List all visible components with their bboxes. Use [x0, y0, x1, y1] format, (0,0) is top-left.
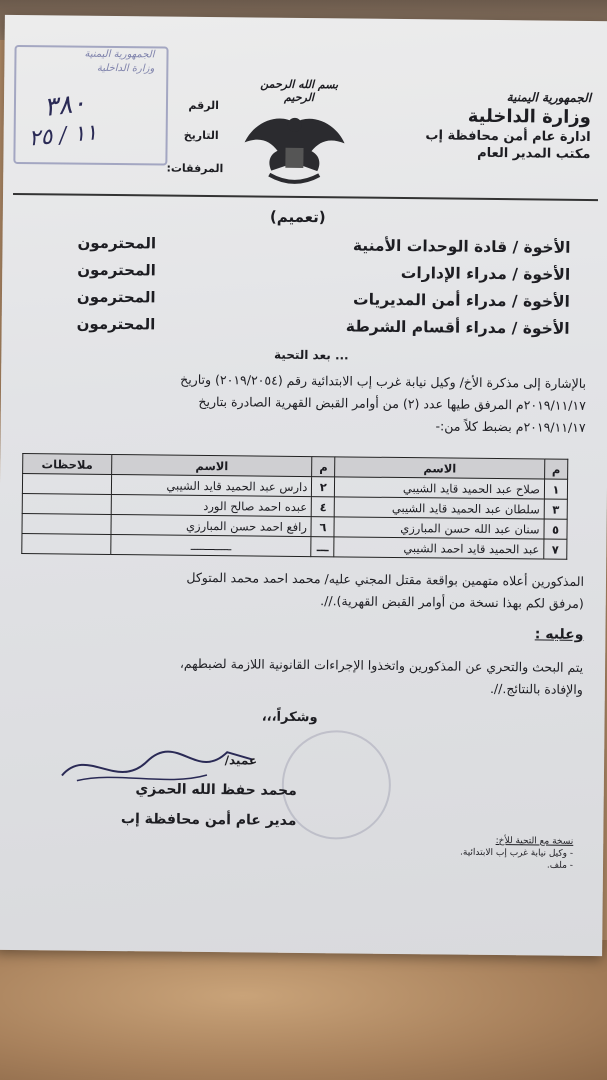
cell-name: عبد الحميد قايد احمد الشيبي [334, 537, 544, 559]
signatory-name: محمد حفظ الله الحمزي [135, 781, 297, 799]
cell-num: ٦ [311, 517, 334, 537]
document-page [0, 15, 607, 956]
basmala: بسم الله الرحمن الرحيم [260, 77, 339, 105]
signatory-title: مدير عام أمن محافظة إب [120, 811, 297, 829]
cell-name: عبده احمد صالح الورد [111, 494, 312, 516]
attachments-label: المرفقات: [166, 161, 224, 176]
respect-label: المحترمون [77, 260, 156, 280]
republic-name: الجمهورية اليمنية [506, 90, 592, 105]
eagle-emblem-icon [239, 102, 350, 193]
cell-name: رافع احمد حسن المبارزي [111, 514, 312, 536]
respect-label: المحترمون [77, 233, 157, 253]
signatory-rank: عميد/ [224, 753, 258, 768]
addressee-name: الأخوة / مدراء أقسام الشرطة [345, 317, 570, 338]
body-line: بالإشارة إلى مذكرة الأخ/ وكيل نيابة غرب إب الابتدائية رقم (٢٠١٩/٢٠٥٤) وتاريخ [180, 371, 587, 391]
accusation-line: المذكورين أعلاه متهمين بواقعة مقتل المجني عليه/ محمد احمد محمد المتوكل [186, 569, 585, 589]
column-header-num: م [545, 459, 568, 479]
stamp-line-1: الجمهورية اليمنية [84, 48, 155, 61]
addressee-name: الأخوة / مدراء الإدارات [400, 264, 571, 284]
stamp-line-2: وزارة الداخلية [96, 62, 155, 75]
document-title: (تعميم) [269, 207, 326, 227]
column-header-num: م [312, 457, 335, 477]
body-line: ٢٠١٩/١١/١٧م بضبط كلاً من:- [435, 418, 586, 435]
copy-item: - ملف. [546, 860, 574, 871]
date-label: التاريخ [183, 128, 219, 143]
handwritten-date: ١١ / ٢٥ [27, 120, 99, 152]
cell-name: دارس عبد الحميد قايد الشيبي [111, 474, 312, 496]
cell-num: ١ [544, 479, 567, 499]
official-round-stamp [281, 730, 391, 840]
addressee-name: الأخوة / مدراء أمن المديريات [352, 290, 571, 311]
cell-num: ٧ [544, 539, 567, 559]
instruction-paragraph [23, 651, 583, 701]
cell-num: ٥ [544, 519, 567, 539]
cell-num: ٢ [312, 477, 335, 497]
thanks-text: وشكراً،،، [261, 709, 318, 726]
number-label: الرقم [188, 98, 220, 113]
cell-num: ٤ [312, 497, 335, 517]
instruction-line: والإفادة بالنتائج.//. [489, 680, 583, 697]
letterhead-right [390, 89, 591, 162]
cell-notes [22, 514, 111, 535]
cell-name: سلطان عبد الحميد قايد الشيبي [335, 497, 545, 519]
department-name: ادارة عام أمن محافظة إب [425, 128, 591, 145]
addressee-name: الأخوة / قادة الوحدات الأمنية [352, 236, 571, 257]
cell-notes [22, 474, 111, 495]
greeting: بعد التحية ... [273, 347, 349, 363]
table-row [22, 534, 567, 560]
office-name: مكتب المدير العام [477, 145, 591, 162]
therefore-heading: وعليه : [534, 626, 584, 643]
body-line: ٢٠١٩/١١/١٧م المرفق طيها عدد (٢) من أوامر القبض القهرية الصادرة بتاريخ [198, 393, 586, 413]
ministry-name: وزارة الداخلية [467, 105, 591, 128]
copies-block [413, 834, 573, 872]
addressee-row [21, 314, 591, 347]
stamp-lines [24, 47, 154, 76]
cell-notes [22, 494, 111, 515]
addressee-list [21, 233, 592, 347]
column-header-name: الاسم [335, 457, 545, 479]
instruction-line: يتم البحث والتحري عن المذكورين واتخذوا الإجراءات القانونية اللازمة لضبطهم، [179, 655, 584, 675]
photo-background-bottom [0, 940, 607, 1080]
copy-item: - وكيل نيابة غرب إب الابتدائية. [459, 847, 574, 859]
copies-label: نسخة مع التحية للأخ: [495, 836, 574, 847]
column-header-name: الاسم [112, 454, 313, 476]
attachment-note: (مرفق لكم بهذا نسخة من أوامر القبض القهرية).//. [320, 593, 584, 611]
respect-label: المحترمون [76, 314, 156, 334]
column-header-notes: ملاحظات [23, 454, 112, 475]
handwritten-number: ٣٨٠ [42, 87, 88, 124]
cell-name: صلاح عبد الحميد قايد الشيبي [335, 477, 545, 499]
cell-name: سنان عبد الله حسن المبارزي [334, 517, 544, 539]
cell-num: ـــ [311, 537, 334, 557]
suspects-table [21, 453, 568, 560]
header-divider [13, 193, 598, 201]
accusation-paragraph [24, 565, 584, 615]
cell-name: ــــــــــــ [111, 534, 312, 556]
body-paragraph [26, 367, 587, 439]
respect-label: المحترمون [76, 287, 156, 307]
cell-num: ٣ [544, 499, 567, 519]
cell-notes [22, 534, 111, 555]
